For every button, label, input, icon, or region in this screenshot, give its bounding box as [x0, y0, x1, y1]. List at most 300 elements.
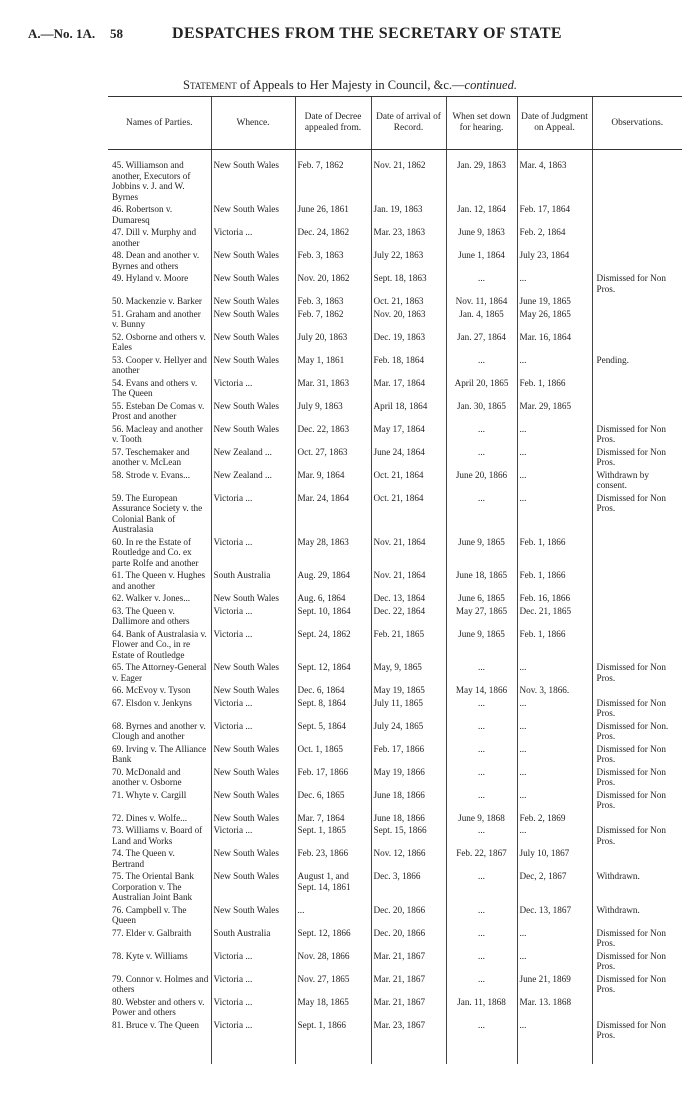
set-down-cell: Jan. 27, 1864: [446, 331, 517, 354]
arrival-date-cell: Dec. 13, 1864: [371, 592, 446, 605]
empty-cell: [295, 1042, 371, 1064]
table-row: [108, 308, 682, 331]
table-row: [108, 628, 682, 662]
table-row: [108, 203, 682, 226]
arrival-date-cell: Mar. 23, 1867: [371, 1019, 446, 1042]
whence-cell: New Zealand ...: [211, 469, 295, 492]
set-down-cell: ...: [446, 720, 517, 743]
arrival-date-cell: Nov. 12, 1866: [371, 847, 446, 870]
party-cell: 74. The Queen v. Bertrand: [112, 848, 175, 869]
header-observations: Observations.: [592, 97, 682, 150]
arrival-date-cell: July 22, 1863: [371, 249, 446, 272]
whence-cell: New South Wales: [211, 592, 295, 605]
observations-cell: Dismissed for Non Pros.: [592, 824, 682, 847]
judgment-date-cell: ...: [517, 446, 592, 469]
whence-cell: New South Wales: [211, 789, 295, 812]
header-parties: Names of Parties.: [108, 97, 211, 150]
caption-continued: continued.: [464, 78, 517, 92]
decree-date-cell: Sept. 5, 1864: [295, 720, 371, 743]
party-cell: 76. Campbell v. The Queen: [112, 904, 187, 925]
judgment-date-cell: ...: [517, 950, 592, 973]
table-row: [108, 354, 682, 377]
judgment-date-cell: ...: [517, 423, 592, 446]
judgment-date-cell: ...: [517, 824, 592, 847]
decree-date-cell: Dec. 22, 1863: [295, 423, 371, 446]
set-down-cell: ...: [446, 446, 517, 469]
whence-cell: New South Wales: [211, 661, 295, 684]
party-cell: 65. The Attorney-General v. Eager: [112, 662, 207, 683]
decree-date-cell: July 20, 1863: [295, 331, 371, 354]
set-down-cell: June 1, 1864: [446, 249, 517, 272]
party-cell: 45. Williamson and another, Executors of Jobbins v. J. and W. Byrnes: [112, 160, 191, 202]
observations-cell: [592, 159, 682, 203]
decree-date-cell: Sept. 8, 1864: [295, 697, 371, 720]
decree-date-cell: Feb. 7, 1862: [295, 308, 371, 331]
whence-cell: Victoria ...: [211, 824, 295, 847]
table-row: [108, 569, 682, 592]
judgment-date-cell: ...: [517, 697, 592, 720]
whence-cell: Victoria ...: [211, 605, 295, 628]
observations-cell: Dismissed for Non Pros.: [592, 272, 682, 295]
decree-date-cell: Nov. 28, 1866: [295, 950, 371, 973]
observations-cell: [592, 331, 682, 354]
party-cell: 54. Evans and others v. The Queen: [112, 377, 198, 398]
party-cell: 66. McEvoy v. Tyson: [112, 685, 191, 695]
set-down-cell: ...: [446, 824, 517, 847]
arrival-date-cell: Mar. 21, 1867: [371, 973, 446, 996]
whence-cell: New South Wales: [211, 354, 295, 377]
decree-date-cell: Feb. 3, 1863: [295, 295, 371, 308]
arrival-date-cell: Sept. 15, 1866: [371, 824, 446, 847]
whence-cell: New South Wales: [211, 423, 295, 446]
decree-date-cell: Nov. 20, 1862: [295, 272, 371, 295]
judgment-date-cell: Dec. 21, 1865: [517, 605, 592, 628]
decree-date-cell: Mar. 9, 1864: [295, 469, 371, 492]
set-down-cell: June 9, 1868: [446, 812, 517, 825]
set-down-cell: ...: [446, 743, 517, 766]
table-header-row: [108, 97, 682, 150]
judgment-date-cell: Feb. 16, 1866: [517, 592, 592, 605]
judgment-date-cell: Dec, 2, 1867: [517, 870, 592, 904]
whence-cell: New South Wales: [211, 308, 295, 331]
whence-cell: Victoria ...: [211, 720, 295, 743]
table-row: [108, 1019, 682, 1042]
judgment-date-cell: Mar. 16, 1864: [517, 331, 592, 354]
arrival-date-cell: Mar. 21, 1867: [371, 950, 446, 973]
observations-cell: [592, 400, 682, 423]
observations-cell: [592, 605, 682, 628]
whence-cell: Victoria ...: [211, 377, 295, 400]
empty-cell: [517, 1042, 592, 1064]
observations-cell: [592, 996, 682, 1019]
arrival-date-cell: Feb. 17, 1866: [371, 743, 446, 766]
decree-date-cell: May 18, 1865: [295, 996, 371, 1019]
observations-cell: [592, 226, 682, 249]
table-row: [108, 950, 682, 973]
whence-cell: New South Wales: [211, 766, 295, 789]
party-cell: 63. The Queen v. Dallimore and others: [112, 605, 190, 626]
arrival-date-cell: June 18, 1866: [371, 789, 446, 812]
set-down-cell: ...: [446, 904, 517, 927]
observations-cell: Dismissed for Non Pros.: [592, 661, 682, 684]
party-cell: 70. McDonald and another v. Osborne: [112, 766, 182, 787]
whence-cell: Victoria ...: [211, 996, 295, 1019]
party-cell: 71. Whyte v. Cargill: [112, 789, 187, 800]
judgment-date-cell: ...: [517, 469, 592, 492]
decree-date-cell: Sept. 10, 1864: [295, 605, 371, 628]
set-down-cell: ...: [446, 354, 517, 377]
judgment-date-cell: ...: [517, 492, 592, 536]
decree-date-cell: July 9, 1863: [295, 400, 371, 423]
observations-cell: Withdrawn.: [592, 904, 682, 927]
table-row: [108, 400, 682, 423]
party-cell: 60. In re the Estate of Routledge and Co. ex parte Rolfe and another: [112, 536, 199, 568]
whence-cell: New South Wales: [211, 159, 295, 203]
party-cell: 58. Strode v. Evans...: [112, 469, 190, 480]
decree-date-cell: Feb. 7, 1862: [295, 159, 371, 203]
party-cell: 69. Irving v. The Alliance Bank: [112, 743, 207, 764]
table-row: [108, 904, 682, 927]
party-cell: 57. Teschemaker and another v. McLean: [112, 446, 190, 467]
observations-cell: Dismissed for Non Pros.: [592, 927, 682, 950]
table-row: [108, 847, 682, 870]
whence-cell: Victoria ...: [211, 1019, 295, 1042]
decree-date-cell: Mar. 7, 1864: [295, 812, 371, 825]
observations-cell: Dismissed for Non Pros.: [592, 697, 682, 720]
judgment-date-cell: Feb. 2, 1869: [517, 812, 592, 825]
table-row: [108, 927, 682, 950]
table-row: [108, 661, 682, 684]
judgment-date-cell: ...: [517, 927, 592, 950]
set-down-cell: ...: [446, 870, 517, 904]
decree-date-cell: May 28, 1863: [295, 536, 371, 570]
arrival-date-cell: Oct. 21, 1863: [371, 295, 446, 308]
party-cell: 80. Webster and others v. Power and others: [112, 996, 205, 1017]
decree-date-cell: May 1, 1861: [295, 354, 371, 377]
decree-date-cell: August 1, and Sept. 14, 1861: [295, 870, 371, 904]
caption-text: of Appeals to Her Majesty in Council, &c.—: [236, 78, 465, 92]
set-down-cell: June 18, 1865: [446, 569, 517, 592]
observations-cell: Dismissed for Non Pros.: [592, 973, 682, 996]
table-row: [108, 295, 682, 308]
page-header: [0, 26, 700, 46]
set-down-cell: June 20, 1866: [446, 469, 517, 492]
arrival-date-cell: Dec. 22, 1864: [371, 605, 446, 628]
table-row: [108, 605, 682, 628]
arrival-date-cell: Nov. 21, 1864: [371, 569, 446, 592]
table-footer-space: [108, 1042, 682, 1064]
empty-cell: [211, 1042, 295, 1064]
arrival-date-cell: Oct. 21, 1864: [371, 492, 446, 536]
observations-cell: Withdrawn by consent.: [592, 469, 682, 492]
arrival-date-cell: Mar. 23, 1863: [371, 226, 446, 249]
judgment-date-cell: ...: [517, 661, 592, 684]
party-cell: 75. The Oriental Bank Corporation v. The Australian Joint Bank: [112, 871, 194, 902]
table-row: [108, 824, 682, 847]
party-cell: 47. Dill v. Murphy and another: [112, 227, 197, 248]
observations-cell: Dismissed for Non Pros.: [592, 446, 682, 469]
set-down-cell: ...: [446, 661, 517, 684]
party-cell: 72. Dines v. Wolfe...: [112, 812, 188, 823]
decree-date-cell: Feb. 17, 1866: [295, 766, 371, 789]
table-row: [108, 973, 682, 996]
arrival-date-cell: May 19, 1866: [371, 766, 446, 789]
observations-cell: Dismissed for Non Pros.: [592, 743, 682, 766]
party-cell: 46. Robertson v. Dumaresq: [112, 204, 173, 225]
judgment-date-cell: July 23, 1864: [517, 249, 592, 272]
page-title: DESPATCHES FROM THE SECRETARY OF STATE: [172, 25, 562, 42]
table-row: [108, 789, 682, 812]
whence-cell: New South Wales: [211, 272, 295, 295]
party-cell: 51. Graham and another v. Bunny: [112, 308, 201, 329]
decree-date-cell: Sept. 12, 1866: [295, 927, 371, 950]
decree-date-cell: Feb. 23, 1866: [295, 847, 371, 870]
table-row: [108, 697, 682, 720]
set-down-cell: ...: [446, 950, 517, 973]
arrival-date-cell: Nov. 21, 1862: [371, 159, 446, 203]
whence-cell: New South Wales: [211, 331, 295, 354]
table-row: [108, 766, 682, 789]
arrival-date-cell: Sept. 18, 1863: [371, 272, 446, 295]
judgment-date-cell: June 21, 1869: [517, 973, 592, 996]
set-down-cell: ...: [446, 973, 517, 996]
judgment-date-cell: Mar. 29, 1865: [517, 400, 592, 423]
party-cell: 77. Elder v. Galbraith: [112, 927, 192, 938]
judgment-date-cell: ...: [517, 1019, 592, 1042]
table-row: [108, 331, 682, 354]
table-row: [108, 249, 682, 272]
whence-cell: Victoria ...: [211, 536, 295, 570]
party-cell: 53. Cooper v. Hellyer and another: [112, 354, 207, 375]
whence-cell: Victoria ...: [211, 492, 295, 536]
empty-cell: [446, 1042, 517, 1064]
observations-cell: Dismissed for Non Pros.: [592, 766, 682, 789]
whence-cell: New South Wales: [211, 847, 295, 870]
set-down-cell: ...: [446, 766, 517, 789]
decree-date-cell: Sept. 24, 1862: [295, 628, 371, 662]
observations-cell: [592, 536, 682, 570]
arrival-date-cell: Oct. 21, 1864: [371, 469, 446, 492]
party-cell: 81. Bruce v. The Queen: [112, 1019, 199, 1030]
empty-cell: [371, 1042, 446, 1064]
decree-date-cell: June 26, 1861: [295, 203, 371, 226]
observations-cell: [592, 377, 682, 400]
set-down-cell: Jan. 29, 1863: [446, 159, 517, 203]
judgment-date-cell: ...: [517, 272, 592, 295]
judgment-date-cell: ...: [517, 789, 592, 812]
arrival-date-cell: April 18, 1864: [371, 400, 446, 423]
decree-date-cell: Dec. 6, 1865: [295, 789, 371, 812]
judgment-date-cell: ...: [517, 743, 592, 766]
observations-cell: Withdrawn.: [592, 870, 682, 904]
set-down-cell: April 20, 1865: [446, 377, 517, 400]
whence-cell: New South Wales: [211, 684, 295, 697]
decree-date-cell: Mar. 24, 1864: [295, 492, 371, 536]
empty-cell: [592, 1042, 682, 1064]
decree-date-cell: Oct. 27, 1863: [295, 446, 371, 469]
caption-lead: Statement: [183, 78, 237, 92]
decree-date-cell: Aug. 29, 1864: [295, 569, 371, 592]
decree-date-cell: Mar. 31, 1863: [295, 377, 371, 400]
arrival-date-cell: May, 9, 1865: [371, 661, 446, 684]
observations-cell: [592, 628, 682, 662]
table-body: [108, 150, 682, 1064]
whence-cell: Victoria ...: [211, 226, 295, 249]
whence-cell: New South Wales: [211, 870, 295, 904]
table-row: [108, 743, 682, 766]
judgment-date-cell: July 10, 1867: [517, 847, 592, 870]
party-cell: 48. Dean and another v. Byrnes and others: [112, 250, 200, 271]
observations-cell: Dismissed for Non Pros.: [592, 492, 682, 536]
arrival-date-cell: Nov. 21, 1864: [371, 536, 446, 570]
header-whence: Whence.: [211, 97, 295, 150]
party-cell: 52. Osborne and others v. Eales: [112, 331, 206, 352]
table-row: [108, 159, 682, 203]
observations-cell: Dismissed for Non. Pros.: [592, 720, 682, 743]
table-row: [108, 492, 682, 536]
whence-cell: Victoria ...: [211, 697, 295, 720]
set-down-cell: ...: [446, 1019, 517, 1042]
observations-cell: [592, 308, 682, 331]
set-down-cell: June 9, 1863: [446, 226, 517, 249]
judgment-date-cell: June 19, 1865: [517, 295, 592, 308]
set-down-cell: May 27, 1865: [446, 605, 517, 628]
party-cell: 50. Mackenzie v. Barker: [112, 296, 202, 306]
set-down-cell: June 9, 1865: [446, 536, 517, 570]
header-set-down: When set down for hearing.: [446, 97, 517, 150]
observations-cell: Pending.: [592, 354, 682, 377]
set-down-cell: June 9, 1865: [446, 628, 517, 662]
set-down-cell: ...: [446, 492, 517, 536]
arrival-date-cell: Dec. 20, 1866: [371, 927, 446, 950]
table-caption: [0, 78, 700, 93]
observations-cell: [592, 295, 682, 308]
party-cell: 55. Esteban De Comas v. Prost and another: [112, 400, 205, 421]
arrival-date-cell: June 18, 1866: [371, 812, 446, 825]
set-down-cell: Jan. 30, 1865: [446, 400, 517, 423]
decree-date-cell: Dec. 24, 1862: [295, 226, 371, 249]
observations-cell: Dismissed for Non Pros.: [592, 1019, 682, 1042]
whence-cell: South Australia: [211, 569, 295, 592]
decree-date-cell: Feb. 3, 1863: [295, 249, 371, 272]
observations-cell: Dismissed for Non Pros.: [592, 789, 682, 812]
arrival-date-cell: Jan. 19, 1863: [371, 203, 446, 226]
arrival-date-cell: May 17, 1864: [371, 423, 446, 446]
party-cell: 68. Byrnes and another v. Clough and another: [112, 720, 206, 741]
decree-date-cell: Sept. 1, 1865: [295, 824, 371, 847]
header-arrival-date: Date of arrival of Record.: [371, 97, 446, 150]
party-cell: 59. The European Assurance Society v. the Colonial Bank of Australasia: [112, 492, 203, 534]
arrival-date-cell: Dec. 3, 1866: [371, 870, 446, 904]
whence-cell: Victoria ...: [211, 973, 295, 996]
judgment-date-cell: Mar. 4, 1863: [517, 159, 592, 203]
table-row: [108, 377, 682, 400]
judgment-date-cell: Feb. 1, 1866: [517, 628, 592, 662]
whence-cell: Victoria ...: [211, 950, 295, 973]
whence-cell: New South Wales: [211, 249, 295, 272]
party-cell: 61. The Queen v. Hughes and another: [112, 570, 206, 591]
judgment-date-cell: May 26, 1865: [517, 308, 592, 331]
table-row: [108, 592, 682, 605]
judgment-date-cell: Feb. 1, 1866: [517, 569, 592, 592]
table-row: [108, 226, 682, 249]
party-cell: 67. Elsdon v. Jenkyns: [112, 697, 192, 708]
header-judgment-date: Date of Judgment on Appeal.: [517, 97, 592, 150]
set-down-cell: Feb. 22, 1867: [446, 847, 517, 870]
judgment-date-cell: ...: [517, 766, 592, 789]
decree-date-cell: ...: [295, 904, 371, 927]
judgment-date-cell: Mar. 13. 1868: [517, 996, 592, 1019]
decree-date-cell: Aug. 6, 1864: [295, 592, 371, 605]
observations-cell: [592, 847, 682, 870]
empty-cell: [108, 1042, 211, 1064]
whence-cell: New Zealand ...: [211, 446, 295, 469]
judgment-date-cell: Dec. 13, 1867: [517, 904, 592, 927]
set-down-cell: Nov. 11, 1864: [446, 295, 517, 308]
party-cell: 73. Williams v. Board of Land and Works: [112, 825, 203, 846]
decree-date-cell: Sept. 12, 1864: [295, 661, 371, 684]
whence-cell: New South Wales: [211, 400, 295, 423]
observations-cell: [592, 812, 682, 825]
whence-cell: New South Wales: [211, 743, 295, 766]
judgment-date-cell: ...: [517, 354, 592, 377]
header-decree-date: Date of Decree appealed from.: [295, 97, 371, 150]
document-reference: A.—No. 1A.: [28, 26, 96, 41]
judgment-date-cell: ...: [517, 720, 592, 743]
party-cell: 78. Kyte v. Williams: [112, 950, 188, 961]
arrival-date-cell: July 11, 1865: [371, 697, 446, 720]
arrival-date-cell: Dec. 20, 1866: [371, 904, 446, 927]
decree-date-cell: Nov. 27, 1865: [295, 973, 371, 996]
whence-cell: New South Wales: [211, 295, 295, 308]
party-cell: 56. Macleay and another v. Tooth: [112, 423, 203, 444]
observations-cell: [592, 569, 682, 592]
judgment-date-cell: Feb. 17, 1864: [517, 203, 592, 226]
table-row: [108, 536, 682, 570]
decree-date-cell: Oct. 1, 1865: [295, 743, 371, 766]
arrival-date-cell: Mar. 17, 1864: [371, 377, 446, 400]
arrival-date-cell: Mar. 21, 1867: [371, 996, 446, 1019]
arrival-date-cell: June 24, 1864: [371, 446, 446, 469]
whence-cell: South Australia: [211, 927, 295, 950]
party-cell: 79. Connor v. Holmes and others: [112, 973, 209, 994]
whence-cell: New South Wales: [211, 904, 295, 927]
party-cell: 62. Walker v. Jones...: [112, 593, 191, 603]
appeals-table: [108, 96, 682, 1064]
set-down-cell: ...: [446, 789, 517, 812]
arrival-date-cell: Dec. 19, 1863: [371, 331, 446, 354]
observations-cell: [592, 203, 682, 226]
arrival-date-cell: July 24, 1865: [371, 720, 446, 743]
decree-date-cell: Dec. 6, 1864: [295, 684, 371, 697]
party-cell: 64. Bank of Australasia v. Flower and Co., in re Estate of Routledge: [112, 628, 207, 660]
arrival-date-cell: Feb. 18, 1864: [371, 354, 446, 377]
whence-cell: New South Wales: [211, 812, 295, 825]
whence-cell: New South Wales: [211, 203, 295, 226]
set-down-cell: May 14, 1866: [446, 684, 517, 697]
observations-cell: [592, 592, 682, 605]
judgment-date-cell: Feb. 1, 1866: [517, 377, 592, 400]
party-cell: 49. Hyland v. Moore: [112, 273, 189, 283]
observations-cell: Dismissed for Non Pros.: [592, 950, 682, 973]
judgment-date-cell: Feb. 2, 1864: [517, 226, 592, 249]
whence-cell: Victoria ...: [211, 628, 295, 662]
table-row: [108, 272, 682, 295]
table-row: [108, 812, 682, 825]
judgment-date-cell: Feb. 1, 1866: [517, 536, 592, 570]
set-down-cell: ...: [446, 697, 517, 720]
observations-cell: [592, 684, 682, 697]
